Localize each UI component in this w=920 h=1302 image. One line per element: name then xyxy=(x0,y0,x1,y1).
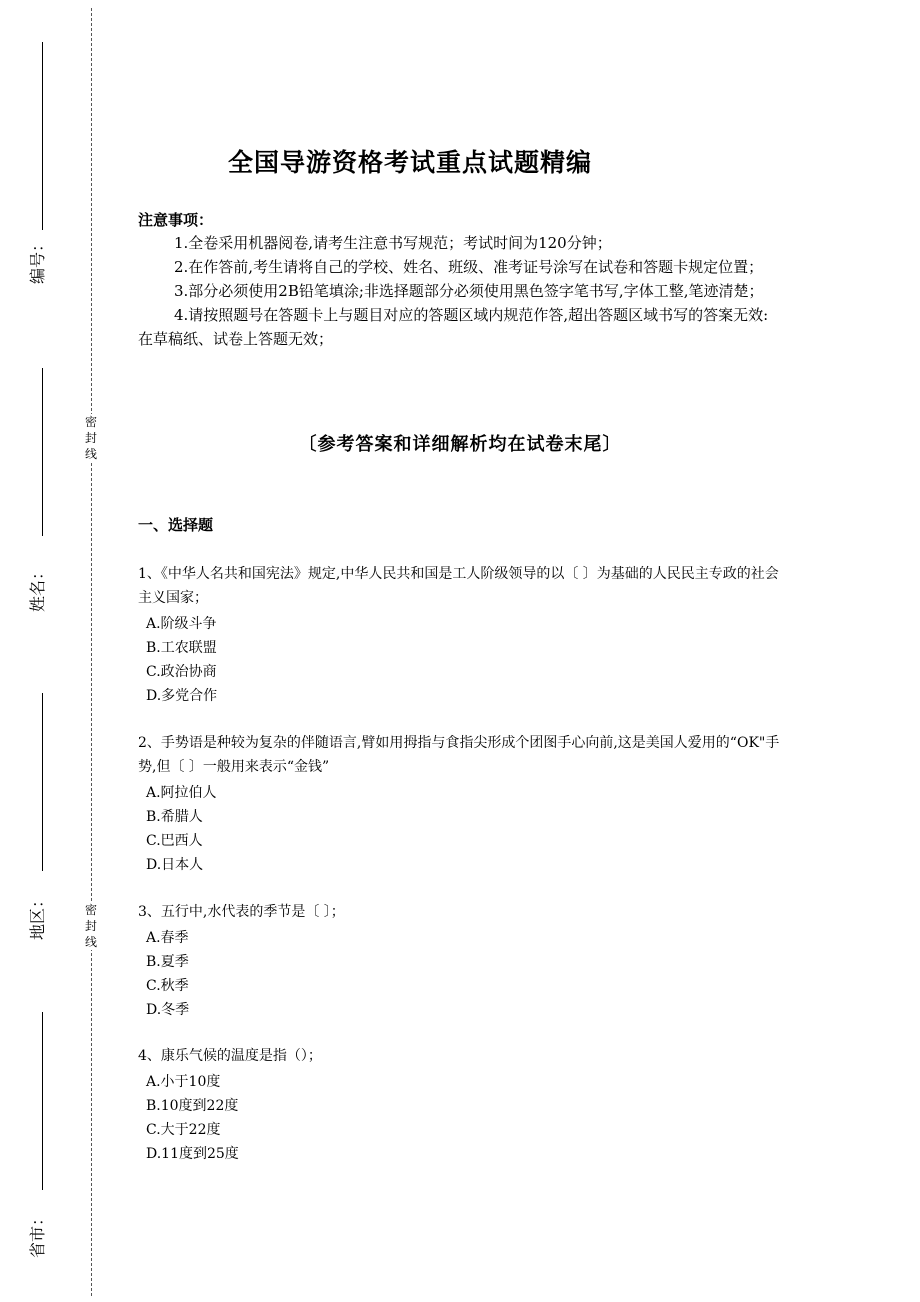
option-a: A.阶级斗争 xyxy=(146,616,217,632)
section-heading: 一、选择题 xyxy=(138,516,214,534)
seal-char: 线 xyxy=(84,447,97,461)
notice-item: 2.在作答前,考生请将自己的学校、姓名、班级、准考证号涂写在试卷和答题卡规定位置； xyxy=(174,258,764,276)
seal-mark-lower xyxy=(80,902,102,950)
question-1 xyxy=(138,562,788,708)
question-2 xyxy=(138,731,788,877)
answer-note: 〔参考答案和详细解析均在试卷末尾〕 xyxy=(298,434,622,455)
seal-char: 封 xyxy=(84,431,97,445)
question-stem: 2、手势语是种较为复杂的伴随语言,臂如用拇指与食指尖形成个团图手心向前,这是美国人爱用的“OK"手势,但〔 〕一般用来表示“金钱” xyxy=(138,735,780,775)
page-title: 全国导游资格考试重点试题精编 xyxy=(227,148,592,177)
name-label: 姓名： xyxy=(28,563,47,612)
seal-dashed-line xyxy=(91,8,92,1296)
province-label: 省市： xyxy=(28,1209,47,1258)
option-c: C.巴西人 xyxy=(146,833,203,849)
option-d: D.日本人 xyxy=(146,857,204,873)
id-number-label: 编号： xyxy=(28,235,47,284)
region-label: 地区： xyxy=(28,891,47,940)
province-line xyxy=(42,1012,43,1190)
option-d: D.多党合作 xyxy=(146,688,218,704)
seal-mark-upper xyxy=(80,414,102,462)
option-a: A.春季 xyxy=(146,930,189,946)
option-c: C.秋季 xyxy=(146,978,189,994)
option-a: A.阿拉伯人 xyxy=(146,785,217,801)
option-b: B.工农联盟 xyxy=(146,640,217,656)
option-d: D.冬季 xyxy=(146,1002,190,1018)
question-3 xyxy=(138,900,788,1022)
option-b: B.夏季 xyxy=(146,954,189,970)
seal-char: 线 xyxy=(84,935,97,949)
seal-char: 封 xyxy=(84,919,97,933)
seal-char: 密 xyxy=(84,903,97,917)
option-c: C.政治协商 xyxy=(146,664,217,680)
notice-heading: 注意事项： xyxy=(138,211,214,229)
option-c: C.大于22度 xyxy=(146,1122,221,1138)
name-line xyxy=(42,368,43,536)
region-line xyxy=(42,693,43,871)
question-4 xyxy=(138,1044,788,1166)
option-d: D.11度到25度 xyxy=(146,1146,239,1162)
option-a: A.小于10度 xyxy=(146,1074,221,1090)
notice-item: 3.部分必须使用2B铅笔填涂;非选择题部分必须使用黑色签字笔书写,字体工整,笔迹清楚； xyxy=(174,282,764,300)
notice-list xyxy=(138,231,783,351)
seal-char: 密 xyxy=(84,415,97,429)
question-stem: 4、康乐气候的温度是指（）； xyxy=(138,1048,322,1064)
question-stem: 3、五行中,水代表的季节是〔 〕； xyxy=(138,904,345,920)
option-b: B.10度到22度 xyxy=(146,1098,239,1114)
option-b: B.希腊人 xyxy=(146,809,203,825)
notice-item: 1.全卷采用机器阅卷,请考生注意书写规范；考试时间为120分钟； xyxy=(174,234,612,252)
id-number-line xyxy=(42,42,43,230)
notice-item: 4.请按照题号在答题卡上与题目对应的答题区域内规范作答,超出答题区域书写的答案无效:在草稿纸、试卷上答题无效； xyxy=(138,306,769,348)
question-stem: 1、《中华人名共和国宪法》规定,中华人民共和国是工人阶级领导的以〔 〕为基础的人民民主专政的社会主义国家； xyxy=(138,566,779,606)
